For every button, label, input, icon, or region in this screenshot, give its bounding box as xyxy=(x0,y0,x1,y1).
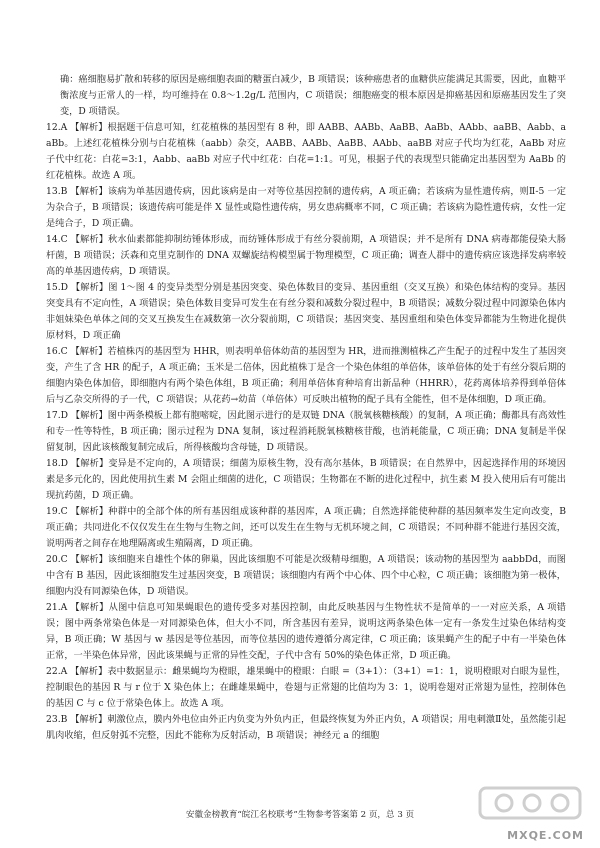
answer-16: 16.C 【解析】若植株丙的基因型为 HHR，则表明单倍体幼苗的基因型为 HR，进而推测植株乙产生配子的过程中发生了基因突变，产生了含 HR 的配子，A 项正确；玉米是二倍体，因此植株丁是含一个染色体组的单倍体，该单倍体的处于有丝分裂后期的细胞内染色体加倍，即细胞内有两个染色体组，B 项正确；利用单倍体育种培育出新品种（HHRR），花药离体培养得到单倍体后与乙杂交所得的子一代，C 项错误；从花药→幼苗（单倍体）可反映出植物的配子具有全能性，但不是体细胞，D 项正确。 xyxy=(46,346,566,405)
answer-12: 12.A 【解析】根据题干信息可知，红花植株的基因型有 8 种，即 AABB、AABb、AaBB、AaBb、AAbb、aaBB、Aabb、aaBb。上述红花植株分别与白花植株（aabb）杂交，AABB、AABb、AaBB、AAbb、aaBB 对应子代均为红花，AaBb 对应子代中红花：白花=3:1，Aabb、aaBb 对应子代中红花：白花=1:1。可见，根据子代的表现型只能确定出基因型为 AaBb 的红花植株。故选 A 项。 xyxy=(46,122,566,181)
answer-22: 22.A 【解析】表中数据显示：雌果蝇均为橙眼，雄果蝇中的橙眼：白眼 =（3+1）：（3+1）=1：1，说明橙眼对白眼为显性，控制眼色的基因 R 与 r 位于 X 染色体上；在雌雄果蝇中，卷翅与正常翅的比值均为 3：1，说明卷翅对正常翅为显性，控制体色的基因 C 与 c 位于常染色体上。故选 A 项。 xyxy=(46,666,566,709)
answer-13: 13.B 【解析】该病为单基因遗传病，因此该病是由一对等位基因控制的遗传病，A 项正确；若该病为显性遗传病，则Ⅱ-5 一定为杂合子，B 项错误；该遗传病可能是伴 X 显性或隐性遗传病，男女患病概率不同，C 项正确；若该病为隐性遗传病，女性一定是纯合子，D 项正确。 xyxy=(46,186,566,229)
page-footer: 安徽金榜教育“皖江名校联考”生物参考答案第 2 页，总 3 页 xyxy=(185,810,415,820)
answer-17: 17.D 【解析】图中两条模板上都有胞嘧啶，因此图示进行的是双链 DNA（脱氧核糖核酸）的复制，A 项正确；酶都具有高效性和专一性等特性，B 项正确；图示过程为 DNA 复制，该过程消耗脱氧核糖核苷酸，也消耗能量，C 项正确；DNA 复制是半保留复制，因此该核酸复制完成后，所得核酸均含母链，D 项错误。 xyxy=(46,410,566,453)
answer-19: 19.C 【解析】种群中的全部个体的所有基因组成该种群的基因库，A 项正确；自然选择能使种群的基因频率发生定向改变，B 项正确；共同进化不仅仅发生在生物与生物之间，还可以发生在生物与无机环境之间，C 项错误；不同种群不能进行基因交流，说明两者之间存在地理隔离或生殖隔离，D 项正确。 xyxy=(46,506,566,549)
answer-23: 23.B 【解析】刺激位点，膜内外电位由外正内负变为外负内正，但最终恢复为外正内负，A 项错误；用电刺激Ⅱ处，虽然能引起肌肉收缩，但反射弧不完整，因此不能称为反射活动，B 项错误；神经元 a 的细胞 xyxy=(46,714,566,741)
answer-18: 18.D 【解析】变异是不定向的，A 项错误；细菌为原核生物，没有高尔基体，B 项错误；在自然界中，因起选择作用的环境因素是多元化的，因此使用抗生素 M 会阻止细菌的进化，C 项错误；生物都在不断的进化过程中，抗生素 M 投入使用后有可能出现抗药菌，D 项正确。 xyxy=(46,458,566,501)
answer-body xyxy=(46,72,566,744)
answer-20: 20.C 【解析】该细胞来自雄性个体的卵巢，因此该细胞不可能是次级精母细胞，A 项错误；该动物的基因型为 aabbDd，而图中含有 B 基因，因此该细胞发生过基因突变，B 项错误；该细胞内有两个中心体、四个中心粒，C 项正确；该细胞为第一极体，细胞内没有同源染色体，D 项错误。 xyxy=(46,554,566,597)
paragraph-11-continued: 确：癌细胞易扩散和转移的原因是癌细胞表面的糖蛋白减少，B 项错误；该种癌患者的血糖供应能满足其需要，因此，血糖平衡浓度与正常人的一样，均可维持在 0.8～1.2g/L 范围内，C 项错误；细胞癌变的根本原因是抑癌基因和原癌基因发生了突变，D 项错误。 xyxy=(60,74,566,117)
answer-15: 15.D 【解析】图 1～图 4 的变异类型分别是基因突变、染色体数目的变异、基因重组（交叉互换）和染色体结构的变异。基因突变具有不定向性，A 项错误；染色体数目变异可发生在有丝分裂和减数分裂过程中，B 项错误；减数分裂过程中同源染色体内非姐妹染色单体之间的交叉互换发生在减数第一次分裂前期，C 项错误；基因突变、基因重组和染色体变异都能为生物进化提供原材料，D 项正确 xyxy=(46,282,566,341)
watermark-text: MXQE.COM xyxy=(507,829,584,842)
answer-21: 21.A 【解析】从图中信息可知果蝇眼色的遗传受多对基因控制，由此反映基因与生物性状不是简单的一一对应关系，A 项错误；图中两条常染色体是一对同源染色体，但大小不同，所含基因有差异，说明这两条染色体一定有一条发生过染色体结构变异，B 项正确；W 基因与 w 基因是等位基因，而等位基因的遗传遵循分离定律，C 项正确；该果蝇产生的配子中有一半染色体正常，一半染色体异常，因此该果蝇与正常的异性交配，子代中含有 50%的染色体正常，D 项正确。 xyxy=(46,602,566,661)
answer-14: 14.C 【解析】秋水仙素都能抑制纺锤体形成，而纺锤体形成于有丝分裂前期，A 项错误；并不是所有 DNA 病毒都能侵染大肠杆菌，B 项错误；沃森和克里克制作的 DNA 双螺旋结构模型属于物理模型，C 项正确；调查人群中的遗传病应该选择发病率较高的单基因遗传病，D 项错误。 xyxy=(46,234,566,277)
